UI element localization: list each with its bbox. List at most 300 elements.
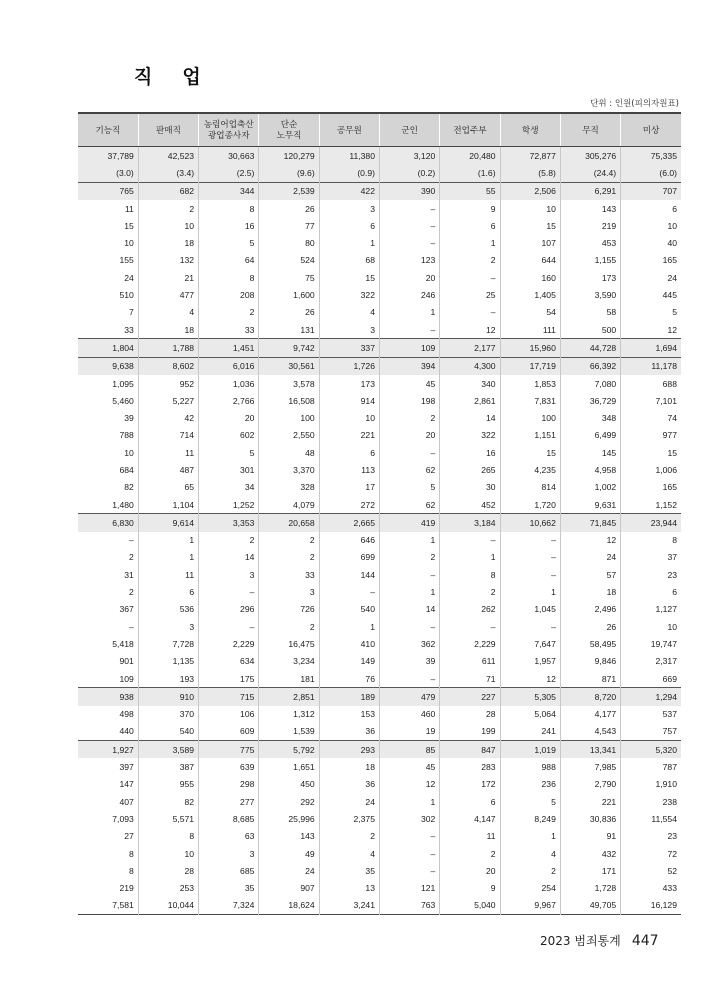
table-cell: 2,766 [199,392,259,409]
table-cell: 33 [124,324,134,335]
table-cell: 1,152 [621,496,681,514]
table-cell: 82 [124,482,134,493]
table-row [78,200,681,217]
table-cell: 726 [259,601,319,618]
table-cell: 113 [319,461,379,478]
table-cell: 75 [259,269,319,286]
column-header: 학생 [500,113,560,147]
table-row [78,532,681,549]
table-cell: 145 [560,444,620,461]
table-cell: 871 [560,670,620,688]
table-cell: 699 [319,549,379,566]
table-cell: 536 [138,601,198,618]
table-cell: 221 [560,793,620,810]
table-cell: 714 [138,427,198,444]
table-row [78,339,681,357]
table-cell: 39 [124,413,134,424]
table-cell: 3,241 [319,897,379,915]
table-cell: 58,495 [560,635,620,652]
table-cell: 1,728 [560,879,620,896]
table-cell: 76 [319,670,379,688]
table-cell: 8 [138,828,198,845]
table-cell: 91 [560,828,620,845]
table-cell: 7,647 [500,635,560,652]
table-cell: 45 [379,375,439,392]
table-cell: 173 [319,375,379,392]
table-cell: 7,101 [621,392,681,409]
table-cell: – [379,828,439,845]
table-row [78,549,681,566]
table-cell: 10,662 [500,514,560,532]
column-header: 무직 [560,113,620,147]
table-cell: 370 [138,706,198,723]
table-cell: 3,120 [379,147,439,165]
table-cell: 283 [440,758,500,775]
table-cell: 5 [621,304,681,321]
table-cell: 219 [560,217,620,234]
table-cell: 165 [621,252,681,269]
table-cell: 3 [259,583,319,600]
table-cell: 106 [199,706,259,723]
table-cell: 262 [440,601,500,618]
table-cell: 25,996 [259,810,319,827]
table-row [78,706,681,723]
table-cell: 11,380 [319,147,379,165]
table-row [78,375,681,392]
table-row [78,182,681,200]
table-cell: 19 [379,723,439,741]
table-cell: 57 [560,566,620,583]
table-cell: – [379,217,439,234]
table-cell: 4 [319,845,379,862]
table-cell: 36 [319,723,379,741]
table-cell: 121 [379,879,439,896]
table-cell: (3.0) [78,164,138,182]
table-cell: 847 [440,741,500,759]
table-cell: 10 [138,217,198,234]
table-cell: 10 [138,845,198,862]
table-cell: 1,451 [199,339,259,357]
table-cell: 1,910 [621,776,681,793]
table-cell: 123 [379,252,439,269]
table-cell: 1,853 [500,375,560,392]
table-row [78,392,681,409]
table-cell: 2,177 [440,339,500,357]
table-cell: 9,846 [560,653,620,670]
table-cell: 977 [621,427,681,444]
page-title: 직업 [134,66,231,88]
table-cell: 17 [319,479,379,496]
table-cell: 1,927 [78,741,138,759]
table-cell: 10 [124,238,134,249]
table-cell: 44,728 [560,339,620,357]
table-cell: 1,480 [112,499,134,510]
table-cell: 419 [379,514,439,532]
table-row [78,321,681,339]
table-cell: 5,040 [440,897,500,915]
table-cell: 1,694 [621,339,681,357]
table-cell: 5 [199,444,259,461]
table-cell: 26 [259,304,319,321]
table-cell: 13 [319,879,379,896]
table-cell: 4 [138,304,198,321]
column-header: 단순 노무직 [259,113,319,147]
table-cell: 2 [259,532,319,549]
table-cell: 348 [560,409,620,426]
table-cell: (0.9) [319,164,379,182]
column-header: 판매직 [138,113,198,147]
table-cell: 814 [500,479,560,496]
table-cell: 24 [621,269,681,286]
table-cell: 337 [319,339,379,357]
table-row [78,269,681,286]
table-cell: 15 [621,444,681,461]
table-row [78,461,681,478]
table-cell: 82 [138,793,198,810]
table-cell: 2 [199,532,259,549]
table-cell: 24 [560,549,620,566]
table-cell: 6 [440,793,500,810]
table-cell: 9,614 [138,514,198,532]
table-cell: 54 [500,304,560,321]
table-row [78,897,681,915]
table-cell: 14 [379,601,439,618]
table-row [78,723,681,741]
table-cell: 2 [440,252,500,269]
table-cell: 12 [560,532,620,549]
table-cell: 3 [199,566,259,583]
table-cell: 48 [259,444,319,461]
table-cell: 707 [621,182,681,200]
table-cell: 33 [259,566,319,583]
table-cell: 14 [440,409,500,426]
table-cell: 2 [129,587,134,598]
table-cell: 227 [440,688,500,706]
table-cell: 21 [138,269,198,286]
table-cell: 68 [319,252,379,269]
table-cell: – [500,566,560,583]
table-cell: 12 [621,321,681,339]
table-cell: 11 [124,203,134,214]
table-cell: 397 [119,762,134,773]
table-cell: 18,624 [259,897,319,915]
table-cell: 9,742 [259,339,319,357]
table-cell: 8,602 [138,357,198,375]
table-cell: 11 [138,444,198,461]
table-cell: 7,080 [560,375,620,392]
table-cell: 10 [500,200,560,217]
table-cell: – [379,321,439,339]
table-cell: 5,305 [500,688,560,706]
table-cell: 55 [440,182,500,200]
table-cell: 1,155 [560,252,620,269]
table-cell: 669 [621,670,681,688]
table-cell: 12 [440,321,500,339]
table-cell: 71 [440,670,500,688]
table-cell: 2,506 [500,182,560,200]
table-cell: 907 [259,879,319,896]
table-cell: 5,460 [112,395,134,406]
table-cell: 265 [440,461,500,478]
table-cell: 298 [199,776,259,793]
table-cell: 71,845 [560,514,620,532]
table-cell: 293 [319,741,379,759]
table-row [78,444,681,461]
table-cell: 537 [621,706,681,723]
table-cell: 10 [124,447,134,458]
table-row [78,409,681,426]
table-cell: 80 [259,234,319,251]
table-cell: 305,276 [560,147,620,165]
table-cell: (2.5) [199,164,259,182]
table-cell: 487 [138,461,198,478]
table-cell: 74 [621,409,681,426]
table-cell: 15 [500,444,560,461]
table-cell: 9 [440,879,500,896]
table-cell: 1,127 [621,601,681,618]
table-cell: – [440,304,500,321]
table-cell: 20 [199,409,259,426]
table-cell: 37 [621,549,681,566]
table-cell: 144 [319,566,379,583]
table-row [78,427,681,444]
table-row [78,217,681,234]
table-cell: 199 [440,723,500,741]
table-cell: 2,539 [259,182,319,200]
table-cell: 25 [440,286,500,303]
table-row [78,635,681,652]
table-cell: – [379,444,439,461]
table-cell: 272 [319,496,379,514]
table-cell: 2,665 [319,514,379,532]
table-row [78,164,681,182]
table-cell: 16,129 [621,897,681,915]
table-cell: – [379,618,439,635]
table-cell: 498 [119,709,134,720]
table-row [78,286,681,303]
table-cell: 460 [379,706,439,723]
table-cell: 11 [138,566,198,583]
table-cell: 37,789 [78,147,138,165]
table-cell: 277 [199,793,259,810]
table-cell: 10,044 [138,897,198,915]
table-cell: 1,095 [112,378,134,389]
table-row [78,758,681,775]
table-row [78,147,681,165]
table-cell: 6,291 [560,182,620,200]
table-cell: 8 [199,200,259,217]
table-cell: 3,234 [259,653,319,670]
table-cell: 2 [138,200,198,217]
table-cell: 5,792 [259,741,319,759]
table-cell: 33 [199,321,259,339]
table-cell: 109 [379,339,439,357]
table-cell: 132 [138,252,198,269]
table-cell: 10 [621,217,681,234]
table-row [78,862,681,879]
table-cell: 1,294 [621,688,681,706]
table-cell: 3,578 [259,375,319,392]
table-cell: 6 [440,217,500,234]
table-cell: 540 [319,601,379,618]
table-row [78,601,681,618]
table-cell: 7,831 [500,392,560,409]
table-cell: 1,788 [138,339,198,357]
table-cell: 2,790 [560,776,620,793]
table-cell: 2 [259,618,319,635]
table-cell: 1 [379,304,439,321]
page-footer [540,930,659,949]
table-cell: 8,249 [500,810,560,827]
table-cell: 1,036 [199,375,259,392]
table-cell: 1 [319,234,379,251]
table-cell: 3 [319,200,379,217]
table-cell: 20,658 [259,514,319,532]
table-cell: (5.8) [500,164,560,182]
table-cell: 35 [319,862,379,879]
table-cell: 65 [138,479,198,496]
footer-label: 2023 범죄통계 [540,934,621,948]
table-row [78,304,681,321]
table-cell: 639 [199,758,259,775]
table-header-row [78,113,681,147]
table-cell: 763 [379,897,439,915]
table-cell: 362 [379,635,439,652]
table-cell: 1 [379,532,439,549]
table-cell: – [379,566,439,583]
table-cell: 1,045 [500,601,560,618]
table-cell: 4,147 [440,810,500,827]
column-header: 미상 [621,113,681,147]
table-cell: 62 [379,461,439,478]
table-cell: 18 [138,321,198,339]
table-cell: 36 [319,776,379,793]
table-cell: 75,335 [621,147,681,165]
table-cell: 181 [259,670,319,688]
table-cell: 175 [199,670,259,688]
page-number: 447 [631,933,659,949]
table-cell: 344 [199,182,259,200]
table-cell: 49,705 [560,897,620,915]
table-cell: 524 [259,252,319,269]
table-cell: 28 [138,862,198,879]
table-cell: 1 [379,583,439,600]
table-cell: 198 [379,392,439,409]
table-cell: 2 [199,304,259,321]
table-cell: 18 [560,583,620,600]
table-cell: 1 [319,618,379,635]
table-cell: 189 [319,688,379,706]
table-cell: 2 [379,409,439,426]
table-cell: 20 [379,269,439,286]
table-cell: 165 [621,479,681,496]
table-cell: 5,320 [621,741,681,759]
table-cell: 5 [199,234,259,251]
table-cell: 2,550 [259,427,319,444]
table-cell: 445 [621,286,681,303]
table-cell: 23 [621,566,681,583]
table-cell: 11,554 [621,810,681,827]
table-cell: 1,957 [500,653,560,670]
table-cell: 1,019 [500,741,560,759]
table-cell: 7,728 [138,635,198,652]
table-cell: 1 [440,234,500,251]
table-cell: 171 [560,862,620,879]
table-cell: 6,830 [78,514,138,532]
table-cell: 72,877 [500,147,560,165]
table-cell: 296 [199,601,259,618]
table-cell: 23 [621,828,681,845]
table-cell: 1 [500,828,560,845]
table-cell: 52 [621,862,681,879]
table-cell: 64 [199,252,259,269]
table-cell: – [129,535,134,546]
table-cell: 2,851 [259,688,319,706]
table-cell: 173 [560,269,620,286]
table-cell: 433 [621,879,681,896]
table-cell: 3,353 [199,514,259,532]
table-cell: 40 [621,234,681,251]
table-row [78,879,681,896]
table-cell: 644 [500,252,560,269]
table-cell: 8,720 [560,688,620,706]
table-cell: 2,375 [319,810,379,827]
table-cell: – [440,532,500,549]
table-cell: 13,341 [560,741,620,759]
table-cell: 26 [259,200,319,217]
table-row [78,688,681,706]
table-cell: 49 [259,845,319,862]
table-cell: 11,178 [621,357,681,375]
table-cell: 236 [500,776,560,793]
table-cell: 2 [259,549,319,566]
table-cell: 24 [259,862,319,879]
table-cell: 390 [379,182,439,200]
table-cell: 34 [199,479,259,496]
table-cell: 14 [199,549,259,566]
table-row [78,496,681,514]
table-cell: 301 [199,461,259,478]
table-cell: 6 [319,217,379,234]
table-cell: 2,861 [440,392,500,409]
table-cell: 450 [259,776,319,793]
table-cell: 111 [500,321,560,339]
table-cell: 149 [319,653,379,670]
table-cell: 510 [119,290,134,301]
table-cell: 4,177 [560,706,620,723]
table-cell: – [199,583,259,600]
table-cell: 910 [138,688,198,706]
table-cell: 15 [500,217,560,234]
table-cell: 24 [124,272,134,283]
table-cell: 246 [379,286,439,303]
table-row [78,618,681,635]
table-cell: 8 [129,865,134,876]
table-cell: – [379,200,439,217]
table-cell: 30,561 [259,357,319,375]
occupation-stats-table [78,112,681,915]
table-cell: 5,418 [112,638,134,649]
table-cell: 42 [138,409,198,426]
table-cell: 109 [119,673,134,684]
table-cell: 901 [119,656,134,667]
table-cell: 3,184 [440,514,500,532]
table-cell: 107 [500,234,560,251]
table-cell: 208 [199,286,259,303]
table-cell: 42,523 [138,147,198,165]
table-cell: 8 [199,269,259,286]
table-cell: 10 [621,618,681,635]
